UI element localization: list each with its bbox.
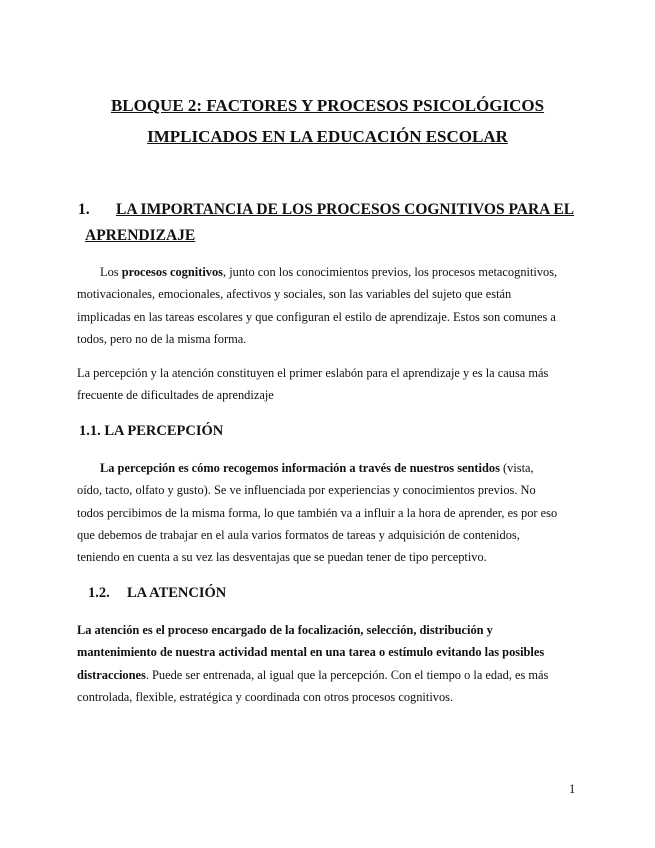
- para3-bold-definition: La percepción es cómo recogemos información a través de nuestros sentidos: [100, 461, 500, 475]
- para2-line2: frecuente de dificultades de aprendizaje: [77, 388, 274, 403]
- para1-line1-prefix: Los: [100, 265, 122, 279]
- paragraph-perception: [77, 457, 577, 568]
- section-1-2-number: 1.2.: [88, 585, 110, 601]
- section-1-title-line-1: LA IMPORTANCIA DE LOS PROCESOS COGNITIVOS PARA EL: [116, 201, 575, 218]
- paragraph-attention: [77, 619, 577, 708]
- para1-line3: implicadas en las tareas escolares y que configuran el estilo de aprendizaje. Estos son comunes a: [77, 309, 556, 324]
- para3-line5: teniendo en cuenta a su vez las desventajas que se puedan tener de tipo perceptivo.: [77, 550, 487, 565]
- para1-line4: todos, pero no de la misma forma.: [77, 331, 247, 346]
- section-1-2-title: LA ATENCIÓN: [127, 585, 227, 601]
- para4-line4: controlada, flexible, estratégica y coordinada con otros procesos cognitivos.: [77, 689, 454, 704]
- para1-line1-rest: , junto con los conocimientos previos, los procesos metacognitivos,: [223, 265, 558, 279]
- para3-line2: oído, tacto, olfato y gusto). Se ve influenciada por experiencias y conocimientos previos. No: [77, 483, 536, 498]
- document-title-line-1: BLOQUE 2: FACTORES Y PROCESOS PSICOLÓGICOS: [110, 96, 545, 115]
- para3-line1-rest: (vista,: [499, 461, 534, 475]
- section-1-number: 1.: [78, 201, 90, 218]
- para3-line3: todos percibimos de la misma forma, lo que también va a influir a la hora de aprender, es por eso: [77, 505, 558, 520]
- paragraph-cognitive-processes: [77, 261, 577, 350]
- page-number: 1: [569, 782, 576, 796]
- section-1-title-line-2: APRENDIZAJE: [85, 227, 196, 244]
- para4-line1: La atención es el proceso encargado de la focalización, selección, distribución y: [77, 623, 493, 637]
- para3-line4: que debemos de trabajar en el aula varios formatos de tareas y adquisición de contenidos,: [77, 527, 520, 542]
- para2-line1: La percepción y la atención constituyen el primer eslabón para el aprendizaje y es la causa más: [77, 366, 549, 380]
- paragraph-perception-attention: [77, 362, 577, 407]
- para1-line2: motivacionales, emocionales, afectivos y sociales, son las variables del sujeto que están: [77, 287, 512, 302]
- para4-line3-bold: distracciones: [77, 667, 146, 682]
- document-title-line-2: IMPLICADOS EN LA EDUCACIÓN ESCOLAR: [147, 127, 508, 146]
- para4-line3-rest: . Puede ser entrenada, al igual que la percepción. Con el tiempo o la edad, es más: [145, 667, 549, 682]
- para4-line2: mantenimiento de nuestra actividad mental en una tarea o estímulo evitando las posibles: [77, 645, 545, 660]
- section-1-1-heading: 1.1. LA PERCEPCIÓN: [79, 423, 224, 439]
- para1-bold-term: procesos cognitivos: [121, 265, 223, 279]
